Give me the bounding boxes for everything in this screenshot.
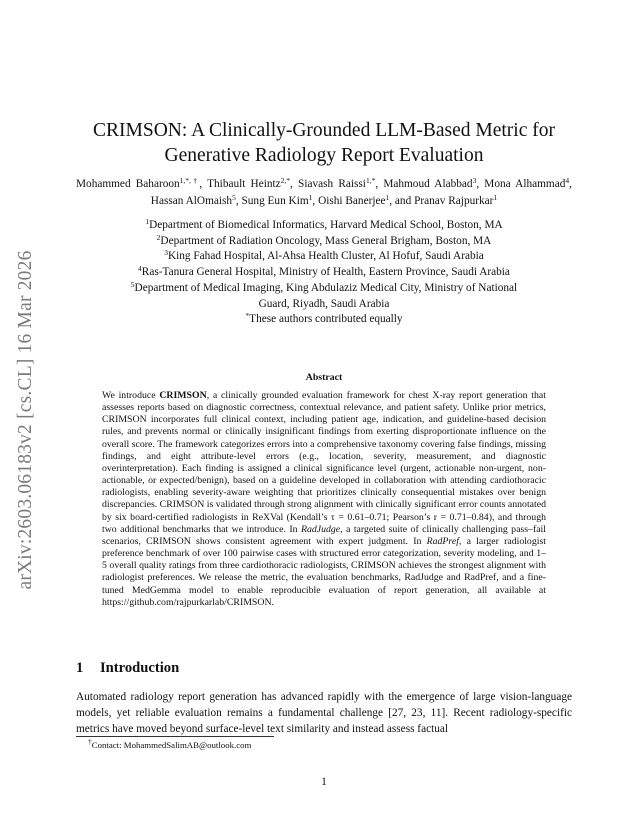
author: Mohammed Baharoon$^{1,*,\dagger}$ — [76, 176, 200, 190]
section-heading-introduction — [76, 660, 179, 677]
equal-contribution-note: *These authors contributed equally — [245, 311, 403, 326]
crimson-bold: CRIMSON — [159, 390, 207, 401]
author: Mona Alhammad$^4$ — [484, 176, 570, 190]
paper-page — [76, 0, 572, 828]
arxiv-identifier-stamp — [6, 230, 46, 610]
author: Mahmoud Alabbad$^3$ — [383, 176, 477, 190]
footnote: †Contact: MohammedSalimAB@outlook.com — [88, 737, 252, 750]
abstract-heading: Abstract — [305, 372, 343, 383]
page-number: 1 — [321, 776, 327, 788]
title-line-2: Generative Radiology Report Evaluation — [164, 145, 484, 166]
author: Pranav Rajpurkar$^1$ — [414, 193, 498, 207]
affiliation: $^3$King Fahad Hospital, Al-Ahsa Health Cluster, Al Hofuf, Saudi Arabia — [164, 248, 484, 263]
affiliation: $^4$Ras-Tanura General Hospital, Ministry of Health, Eastern Province, Saudi Arabia — [138, 264, 510, 279]
affiliations — [76, 218, 572, 328]
arxiv-stamp-text: arXiv:2603.06183v2 [cs.CL] 16 Mar 2026 — [15, 250, 36, 590]
footnote-divider — [76, 736, 274, 737]
author: Hassan AlOmaish$^5$ — [150, 193, 236, 207]
radjudge-italic: RadJudge — [300, 523, 341, 535]
author: Thibault Heintz$^{2,*}$ — [207, 176, 291, 190]
section-title: Introduction — [100, 660, 180, 676]
affiliation-continued: Guard, Riyadh, Saudi Arabia — [258, 297, 390, 310]
affiliation: $^1$Department of Biomedical Informatics, Harvard Medical School, Boston, MA — [145, 217, 503, 231]
author: Sung Eun Kim$^1$ — [241, 193, 313, 207]
title-line-1: CRIMSON: A Clinically-Grounded LLM-Based Metric for — [93, 120, 555, 141]
paper-title — [76, 118, 572, 168]
affiliation: $^5$Department of Medical Imaging, King Abdulaziz Medical City, Ministry of National — [130, 279, 518, 294]
section-number: 1 — [76, 660, 84, 676]
affiliation: $^2$Department of Radiation Oncology, Mass General Brigham, Boston, MA — [156, 232, 492, 247]
abstract-body: We introduce CRIMSON, a clinically grounded evaluation framework for chest X-ray report generation that assesses reports based on diagnostic correctness, contextual relevance, and patient safety. Unlike prior metrics, CRIMSON incorporates full clinical context, including patient age, indication, and guideline-based decision rules, and prevents normal or clinically insignificant findings from exerting disproportionate influence on the overall score. The framework categorizes errors into a comprehensive taxonomy covering false findings, missing findings, and eight attribute-level errors (e.g., location, severity, measurement, and diagnostic overinterpretation). Each finding is assigned a clinical significance level (urgent, actionable non-urgent, non-actionable, or expected/benign), based on a guideline developed in collaboration with attending cardiothoracic radiologists, enabling severity-aware weighting that prioritizes clinically consequential mistakes over benign discrepancies. CRIMSON is validated through strong alignment with clinically significant error counts annotated by six board-certified radiologists in ReXVal (Kendall’s τ = 0.61–0.71; Pearson’s r = 0.71–0.84), and through two additional benchmarks that we introduce. In RadJudge, a targeted suite of clinically challenging pass–fail scenarios, CRIMSON shows consistent agreement with expert judgment. In RadPref, a larger radiologist preference benchmark of over 100 pairwise cases with structured error categorization, severity modeling, and 1–5 overall quality ratings from three cardiothoracic radiologists, CRIMSON achieves the strongest alignment with radiologist preferences. We release the metric, the evaluation benchmarks, RadJudge and RadPref, and a fine-tuned MedGemma model to enable reproducible evaluation of report generation, all available at https://github.com/rajpurkarlab/CRIMSON. — [102, 390, 546, 608]
radpref-italic: RadPref — [426, 535, 459, 547]
author: Siavash Raissi$^{1,*}$ — [298, 176, 376, 190]
introduction-paragraph: Automated radiology report generation has advanced rapidly with the emergence of large vision-language models, yet reliable evaluation remains a fundamental challenge [27, 23, 11]. Recent radiology-specific metrics have moved beyond surface-level text similarity and instead assess factual — [76, 691, 572, 735]
author-list: Mohammed Baharoon$^{1,*,\dagger}$, Thibault Heintz$^{2,*}$, Siavash Raissi$^{1,*}$, Mahmoud Alabbad$^3$, Mona Alhammad$^4$, Hassan AlOmaish$^5$, Sung Eun Kim$^1$, Oishi Banerjee$^1$, and Pranav Rajpurkar$^1$ — [76, 176, 572, 207]
author: Oishi Banerjee$^1$ — [318, 193, 390, 207]
